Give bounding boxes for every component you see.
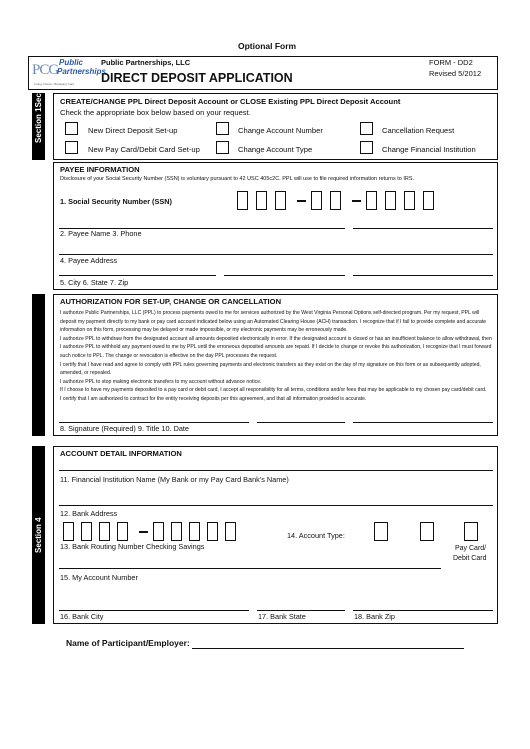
account-type-label: 14. Account Type:: [287, 531, 345, 540]
routing-digit[interactable]: [207, 522, 218, 541]
phone-line[interactable]: [353, 228, 493, 229]
payee-address-line[interactable]: [59, 254, 493, 255]
authorization-paragraph: I authorize PPL to withdraw from the designated account all amounts deposited electronically in error. If the designated account is closed or has an insufficient balance to allow withdrawal, then I authorize PPL to withhold any payment owed to me by PPL until the erroneous deposited amounts are repaid. If I decide to change or revoke this authorization, I recognize that I must forward such notice to PPL. The change or revocation is effective on the day PPL processes the request.: [60, 335, 492, 359]
ssn-digit[interactable]: [330, 191, 341, 210]
city-state-zip-label: 5. City 6. State 7. Zip: [60, 278, 129, 287]
authorization-text: [60, 309, 492, 404]
org-name: Public Partnerships, LLC: [101, 58, 191, 67]
page-title: DIRECT DEPOSIT APPLICATION: [101, 71, 293, 85]
payee-address-label: 4. Payee Address: [60, 256, 118, 265]
ssn-dash: [352, 200, 361, 202]
account-heading-rule: [59, 470, 493, 471]
authorization-paragraph: I authorize Public Partnerships, LLC (PPL) to process payments owed to me for services authorized by the West Virginia Personal Options self-directed program. Per my request, PPL will deposit my payment directly to my bank or pay card account indicated below using an Automated Clearing House (ACH) transaction. I recognize that if I fail to provide complete and accurate information on this form, processing may be delayed or made impossible, or my electronic payments may be erroneously made.: [60, 310, 487, 334]
section1-instruction: Check the appropriate box below based on your request.: [60, 108, 251, 117]
account-heading: ACCOUNT DETAIL INFORMATION: [60, 449, 182, 458]
account-number-label: 15. My Account Number: [60, 573, 138, 582]
routing-label: 13. Bank Routing Number Checking Savings: [60, 542, 205, 551]
bank-city-line[interactable]: [59, 610, 249, 611]
routing-digit[interactable]: [63, 522, 74, 541]
ppl-logo: [32, 58, 106, 88]
section4-sidebar-label: Section 4: [34, 517, 43, 553]
routing-digit[interactable]: [225, 522, 236, 541]
change-account-number-label: Change Account Number: [238, 126, 323, 135]
signature-line[interactable]: [59, 422, 249, 423]
routing-dash: [139, 531, 148, 533]
routing-digit[interactable]: [189, 522, 200, 541]
bank-state-line[interactable]: [257, 610, 345, 611]
signature-title-date-label: 8. Signature (Required) 9. Title 10. Date: [60, 424, 189, 433]
title-line[interactable]: [257, 422, 345, 423]
authorization-paragraph: I authorize PPL to stop making electronic transfers to my account without advance notice.: [60, 378, 262, 385]
change-account-type-checkbox[interactable]: [216, 141, 229, 154]
ssn-digit[interactable]: [256, 191, 267, 210]
checking-checkbox[interactable]: [374, 522, 388, 541]
section1-heading: CREATE/CHANGE PPL Direct Deposit Account or CLOSE Existing PPL Direct Deposit Account: [60, 97, 401, 106]
ssn-digit[interactable]: [237, 191, 248, 210]
participant-line[interactable]: [192, 648, 464, 649]
routing-digit[interactable]: [81, 522, 92, 541]
ssn-label: 1. Social Security Number (SSN): [60, 197, 172, 206]
bank-zip-label: 18. Bank Zip: [354, 612, 395, 621]
new-direct-deposit-checkbox[interactable]: [65, 122, 78, 135]
ssn-disclosure: Disclosure of your Social Security Number (SSN) is voluntary pursuant to 42 USC 405c2C. PPL will use to file required information returns to IRS.: [60, 176, 415, 182]
paycard-checkbox[interactable]: [464, 522, 478, 541]
change-account-type-label: Change Account Type: [238, 145, 313, 154]
bank-state-label: 17. Bank State: [258, 612, 306, 621]
ssn-digit[interactable]: [423, 191, 434, 210]
cancellation-request-checkbox[interactable]: [360, 122, 373, 135]
ssn-digit[interactable]: [404, 191, 415, 210]
new-pay-card-checkbox[interactable]: [65, 141, 78, 154]
debitcard-label: Debit Card: [453, 555, 487, 562]
cancellation-request-label: Cancellation Request: [382, 126, 455, 135]
new-pay-card-label: New Pay Card/Debit Card Set-up: [88, 145, 200, 154]
new-direct-deposit-label: New Direct Deposit Set-up: [88, 126, 178, 135]
change-financial-institution-checkbox[interactable]: [360, 141, 373, 154]
account-number-line[interactable]: [59, 568, 441, 569]
institution-label: 11. Financial Institution Name (My Bank or my Pay Card Bank's Name): [60, 475, 289, 484]
revised-date: Revised 5/2012: [429, 69, 482, 78]
logo-line1: Public: [59, 58, 84, 67]
change-account-number-checkbox[interactable]: [216, 122, 229, 135]
city-line[interactable]: [59, 275, 216, 276]
logo-line2: Partnerships: [57, 67, 106, 76]
ssn-digit[interactable]: [311, 191, 322, 210]
zip-line[interactable]: [353, 275, 493, 276]
institution-line[interactable]: [59, 505, 493, 506]
ssn-digit[interactable]: [275, 191, 286, 210]
authorization-paragraph: I certify that I am authorized to contract for the entity receiving deposits per this agreement, and that all information provided is accurate.: [60, 395, 367, 402]
payee-name-phone-label: 2. Payee Name 3. Phone: [60, 229, 142, 238]
date-line[interactable]: [353, 422, 493, 423]
routing-digit[interactable]: [171, 522, 182, 541]
authorization-paragraph: I certify that I have read and agree to comply with PPL rules governing payments and electronic transfers as they exist on the day of my signature on this form or as subsequently adopted, amended, or repealed.: [60, 361, 481, 377]
authorization-heading: AUTHORIZATION FOR SET-UP, CHANGE OR CANCELLATION: [60, 297, 282, 306]
section1-sidebar-label: Section 1Sec: [34, 93, 43, 143]
bank-zip-line[interactable]: [353, 610, 493, 611]
optional-form-label: Optional Form: [238, 41, 297, 51]
bank-address-label: 12. Bank Address: [60, 509, 118, 518]
change-financial-institution-label: Change Financial Institution: [382, 145, 476, 154]
bank-city-label: 16. Bank City: [60, 612, 104, 621]
form-id: FORM - DD2: [429, 58, 473, 67]
paycard-label: Pay Card/: [455, 545, 487, 552]
authorization-paragraph: If I choose to have my payments deposited to a pay card or debit card, I accept all responsibility for all terms, conditions and/or fees that may be applicable to my chosen pay card/debit card.: [60, 387, 487, 394]
savings-checkbox[interactable]: [420, 522, 434, 541]
ssn-dash: [297, 200, 306, 202]
ssn-digit[interactable]: [366, 191, 377, 210]
participant-label: Name of Participant/Employer:: [66, 638, 190, 648]
state-line[interactable]: [224, 275, 345, 276]
routing-digit[interactable]: [99, 522, 110, 541]
authorization-sidebar: [32, 294, 45, 436]
logo-initials: PCG: [32, 62, 59, 78]
routing-digit[interactable]: [117, 522, 128, 541]
payee-heading: PAYEE INFORMATION: [60, 165, 140, 174]
ssn-digit[interactable]: [385, 191, 396, 210]
logo-tagline: Living Choice, Managing Care: [34, 82, 75, 86]
routing-digit[interactable]: [153, 522, 164, 541]
